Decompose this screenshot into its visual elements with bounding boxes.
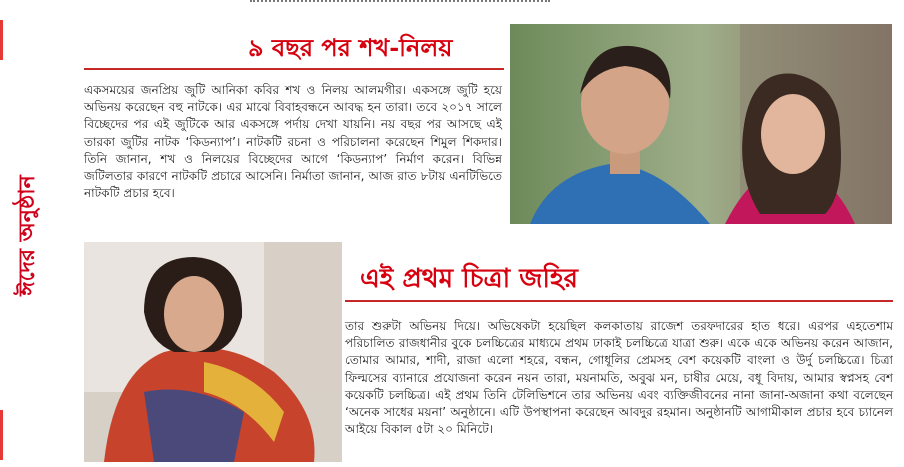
chitra-zahir-photo (84, 242, 342, 462)
article1-headline: ৯ বছর পর শখ-নিলয় (248, 33, 453, 62)
article2-headline-rule (345, 300, 893, 302)
couple-photo (510, 24, 892, 224)
article1-body: একসময়ের জনপ্রিয় জুটি আনিকা কবির শখ ও নিলয় আলমগীর। একসঙ্গে জুটি হয়ে অভিনয় করেছেন বহু নাটকে। এর মাঝে বিবাহবন্ধনে আবদ্ধ হন তারা। তবে ২০১৭ সালে বিচ্ছেদের পর এই জুটিকে আর একসঙ্গে পর্দায় দেখা যায়নি। নয় বছর পর আসছে এই তারকা জুটির নাটক ‘কিডন্যাপ’। নাটকটি রচনা ও পরিচালনা করেছেন শিমুল শিকদার। তিনি জানান, শখ ও নিলয়ের বিচ্ছেদের আগে ‘কিডন্যাপ’ নির্মাণ করেন। বিভিন্ন জটিলতার কারণে নাটকটি প্রচারে আসেনি। নির্মাতা জানান, আজ রাত ৮টায় এনটিভিতে নাটকটি প্রচার হবে। (84, 83, 502, 201)
section-label-text: ঈদের অনুষ্ঠান (13, 174, 40, 296)
article2-headline: এই প্রথম চিত্রা জহির (360, 264, 578, 294)
article2-body: তার শুরুটা অভিনয় দিয়ে। অভিষেকটা হয়েছিল কলকাতায় রাজেশ তরফদারের হাত ধরে। এরপর এহতেশাম পরিচালিত রাজধানীর বুকে চলচ্চিত্রের মাধ্যমে প্রথম ঢাকাই চলচ্চিত্রে যাত্রা শুরু। একে একে অভিনয় করেন আজান, তোমার আমার, শাদী, রাজা এলো শহরে, বন্ধন, গোধূলির প্রেমসহ বেশ কয়েকটি বাংলা ও উর্দু চলচ্চিত্রে। চিত্রা ফিল্মসের ব্যানারে প্রযোজনা করেন নয়ন তারা, ময়নামতি, অবুঝ মন, চাষীর মেয়ে, বধূ বিদায়, আমার স্বপ্নসহ বেশ কয়েকটি চলচ্চিত্র। এই প্রথম তিনি টেলিভিশনে তার অভিনয় এবং ব্যক্তিজীবনের নানা জানা-অজানা কথা বলেছেন ‘অনেক সাধের ময়না’ অনুষ্ঠানে। এটি উপস্থাপনা করেছেন আবদুর রহমান। অনুষ্ঠানটি আগামীকাল প্রচার হবে চ্যানেল আইয়ে বিকাল ৫টা ২০ মিনিটে। (345, 319, 893, 437)
previous-article-cut-line (250, 0, 550, 6)
section-label (8, 150, 48, 320)
margin-accent-bar (0, 20, 3, 60)
article1-headline-rule (84, 68, 504, 70)
margin-accent-bar (0, 410, 3, 460)
